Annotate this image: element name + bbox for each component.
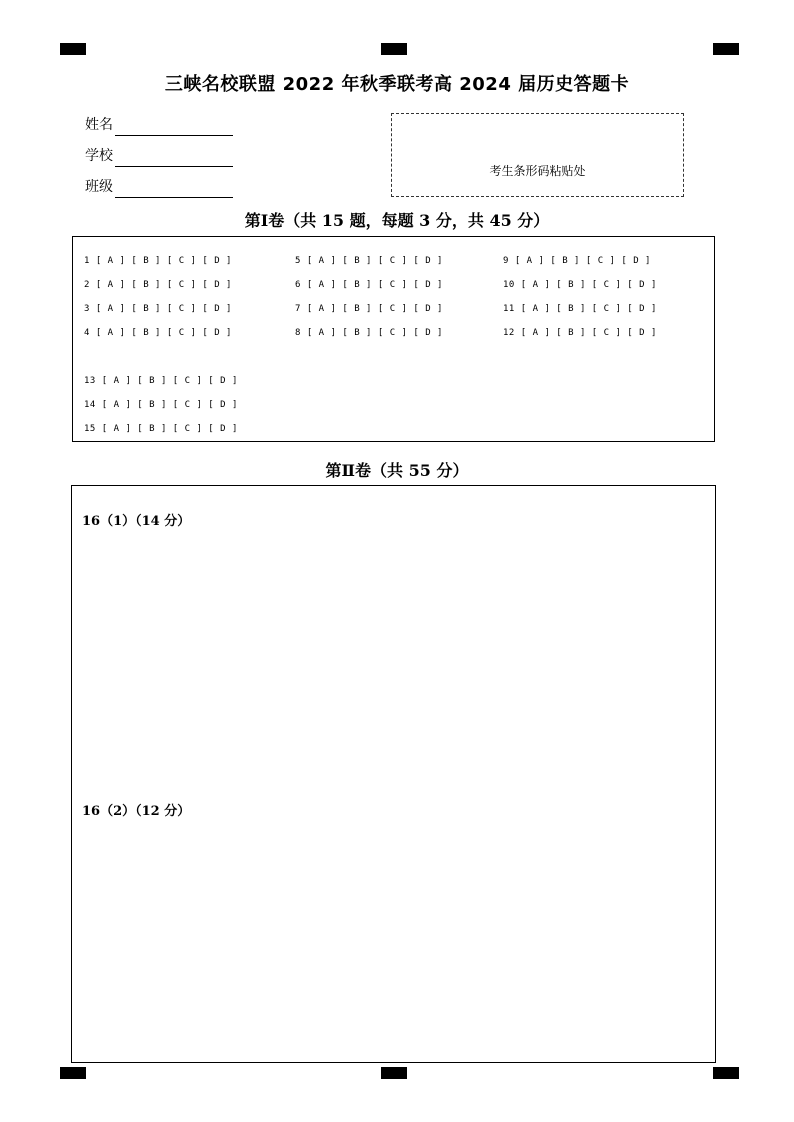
question-row[interactable] bbox=[84, 256, 232, 266]
question-number: 4 bbox=[84, 328, 90, 338]
name-label: 姓名 bbox=[85, 117, 113, 133]
question-row[interactable] bbox=[503, 328, 657, 338]
question-row[interactable] bbox=[84, 424, 238, 434]
question-row[interactable] bbox=[84, 376, 238, 386]
school-label: 学校 bbox=[85, 148, 113, 164]
answer-options[interactable]: [ A ] [ B ] [ C ] [ D ] bbox=[306, 256, 443, 266]
answer-options[interactable]: [ A ] [ B ] [ C ] [ D ] bbox=[306, 328, 443, 338]
question-number: 1 bbox=[84, 256, 90, 266]
question-row[interactable] bbox=[295, 280, 443, 290]
answer-options[interactable]: [ A ] [ B ] [ C ] [ D ] bbox=[520, 280, 657, 290]
question-number: 8 bbox=[295, 328, 301, 338]
answer-options[interactable]: [ A ] [ B ] [ C ] [ D ] bbox=[101, 376, 238, 386]
question-number: 13 bbox=[84, 376, 96, 386]
question-row[interactable] bbox=[84, 304, 232, 314]
question-number: 3 bbox=[84, 304, 90, 314]
registration-mark-bottom-right bbox=[713, 1067, 739, 1079]
section2-title: 第Ⅱ卷（共 55 分） bbox=[325, 461, 469, 480]
question-row[interactable] bbox=[295, 256, 443, 266]
answer-options[interactable]: [ A ] [ B ] [ C ] [ D ] bbox=[520, 304, 657, 314]
question-number: 2 bbox=[84, 280, 90, 290]
school-line[interactable] bbox=[115, 150, 233, 167]
registration-mark-top-right bbox=[713, 43, 739, 55]
name-field[interactable] bbox=[85, 114, 233, 136]
question-row[interactable] bbox=[84, 328, 232, 338]
answer-options[interactable]: [ A ] [ B ] [ C ] [ D ] bbox=[95, 328, 232, 338]
answer-options[interactable]: [ A ] [ B ] [ C ] [ D ] bbox=[101, 424, 238, 434]
answer-options[interactable]: [ A ] [ B ] [ C ] [ D ] bbox=[95, 304, 232, 314]
section1-title: 第Ⅰ卷（共 15 题，每题 3 分，共 45 分） bbox=[244, 211, 550, 230]
registration-mark-bottom-left bbox=[60, 1067, 86, 1079]
answer-options[interactable]: [ A ] [ B ] [ C ] [ D ] bbox=[306, 280, 443, 290]
registration-mark-top-center bbox=[381, 43, 407, 55]
question-row[interactable] bbox=[503, 304, 657, 314]
question-row[interactable] bbox=[84, 400, 238, 410]
question-row[interactable] bbox=[84, 280, 232, 290]
written-answer-box[interactable] bbox=[71, 485, 716, 1063]
name-line[interactable] bbox=[115, 119, 233, 136]
question-number: 10 bbox=[503, 280, 515, 290]
answer-options[interactable]: [ A ] [ B ] [ C ] [ D ] bbox=[95, 280, 232, 290]
class-field[interactable] bbox=[85, 176, 233, 198]
question-row[interactable] bbox=[503, 280, 657, 290]
answer-options[interactable]: [ A ] [ B ] [ C ] [ D ] bbox=[101, 400, 238, 410]
question-number: 12 bbox=[503, 328, 515, 338]
question-number: 11 bbox=[503, 304, 515, 314]
question-16-part-1-label: 16（1）（14 分） bbox=[82, 514, 191, 529]
school-field[interactable] bbox=[85, 145, 233, 167]
question-row[interactable] bbox=[503, 256, 651, 266]
choice-answer-box bbox=[72, 236, 715, 442]
answer-options[interactable]: [ A ] [ B ] [ C ] [ D ] bbox=[306, 304, 443, 314]
question-number: 6 bbox=[295, 280, 301, 290]
registration-mark-bottom-center bbox=[381, 1067, 407, 1079]
question-row[interactable] bbox=[295, 304, 443, 314]
question-16-part-2-label: 16（2）（12 分） bbox=[82, 804, 191, 819]
answer-options[interactable]: [ A ] [ B ] [ C ] [ D ] bbox=[514, 256, 651, 266]
question-number: 15 bbox=[84, 424, 96, 434]
barcode-label: 考生条形码粘贴处 bbox=[489, 164, 586, 178]
answer-options[interactable]: [ A ] [ B ] [ C ] [ D ] bbox=[520, 328, 657, 338]
class-label: 班级 bbox=[85, 179, 113, 195]
question-number: 9 bbox=[503, 256, 509, 266]
page-title: 三峡名校联盟 2022 年秋季联考高 2024 届历史答题卡 bbox=[164, 74, 630, 95]
question-row[interactable] bbox=[295, 328, 443, 338]
question-number: 14 bbox=[84, 400, 96, 410]
question-number: 5 bbox=[295, 256, 301, 266]
class-line[interactable] bbox=[115, 181, 233, 198]
registration-mark-top-left bbox=[60, 43, 86, 55]
question-number: 7 bbox=[295, 304, 301, 314]
answer-options[interactable]: [ A ] [ B ] [ C ] [ D ] bbox=[95, 256, 232, 266]
barcode-area bbox=[391, 113, 684, 197]
